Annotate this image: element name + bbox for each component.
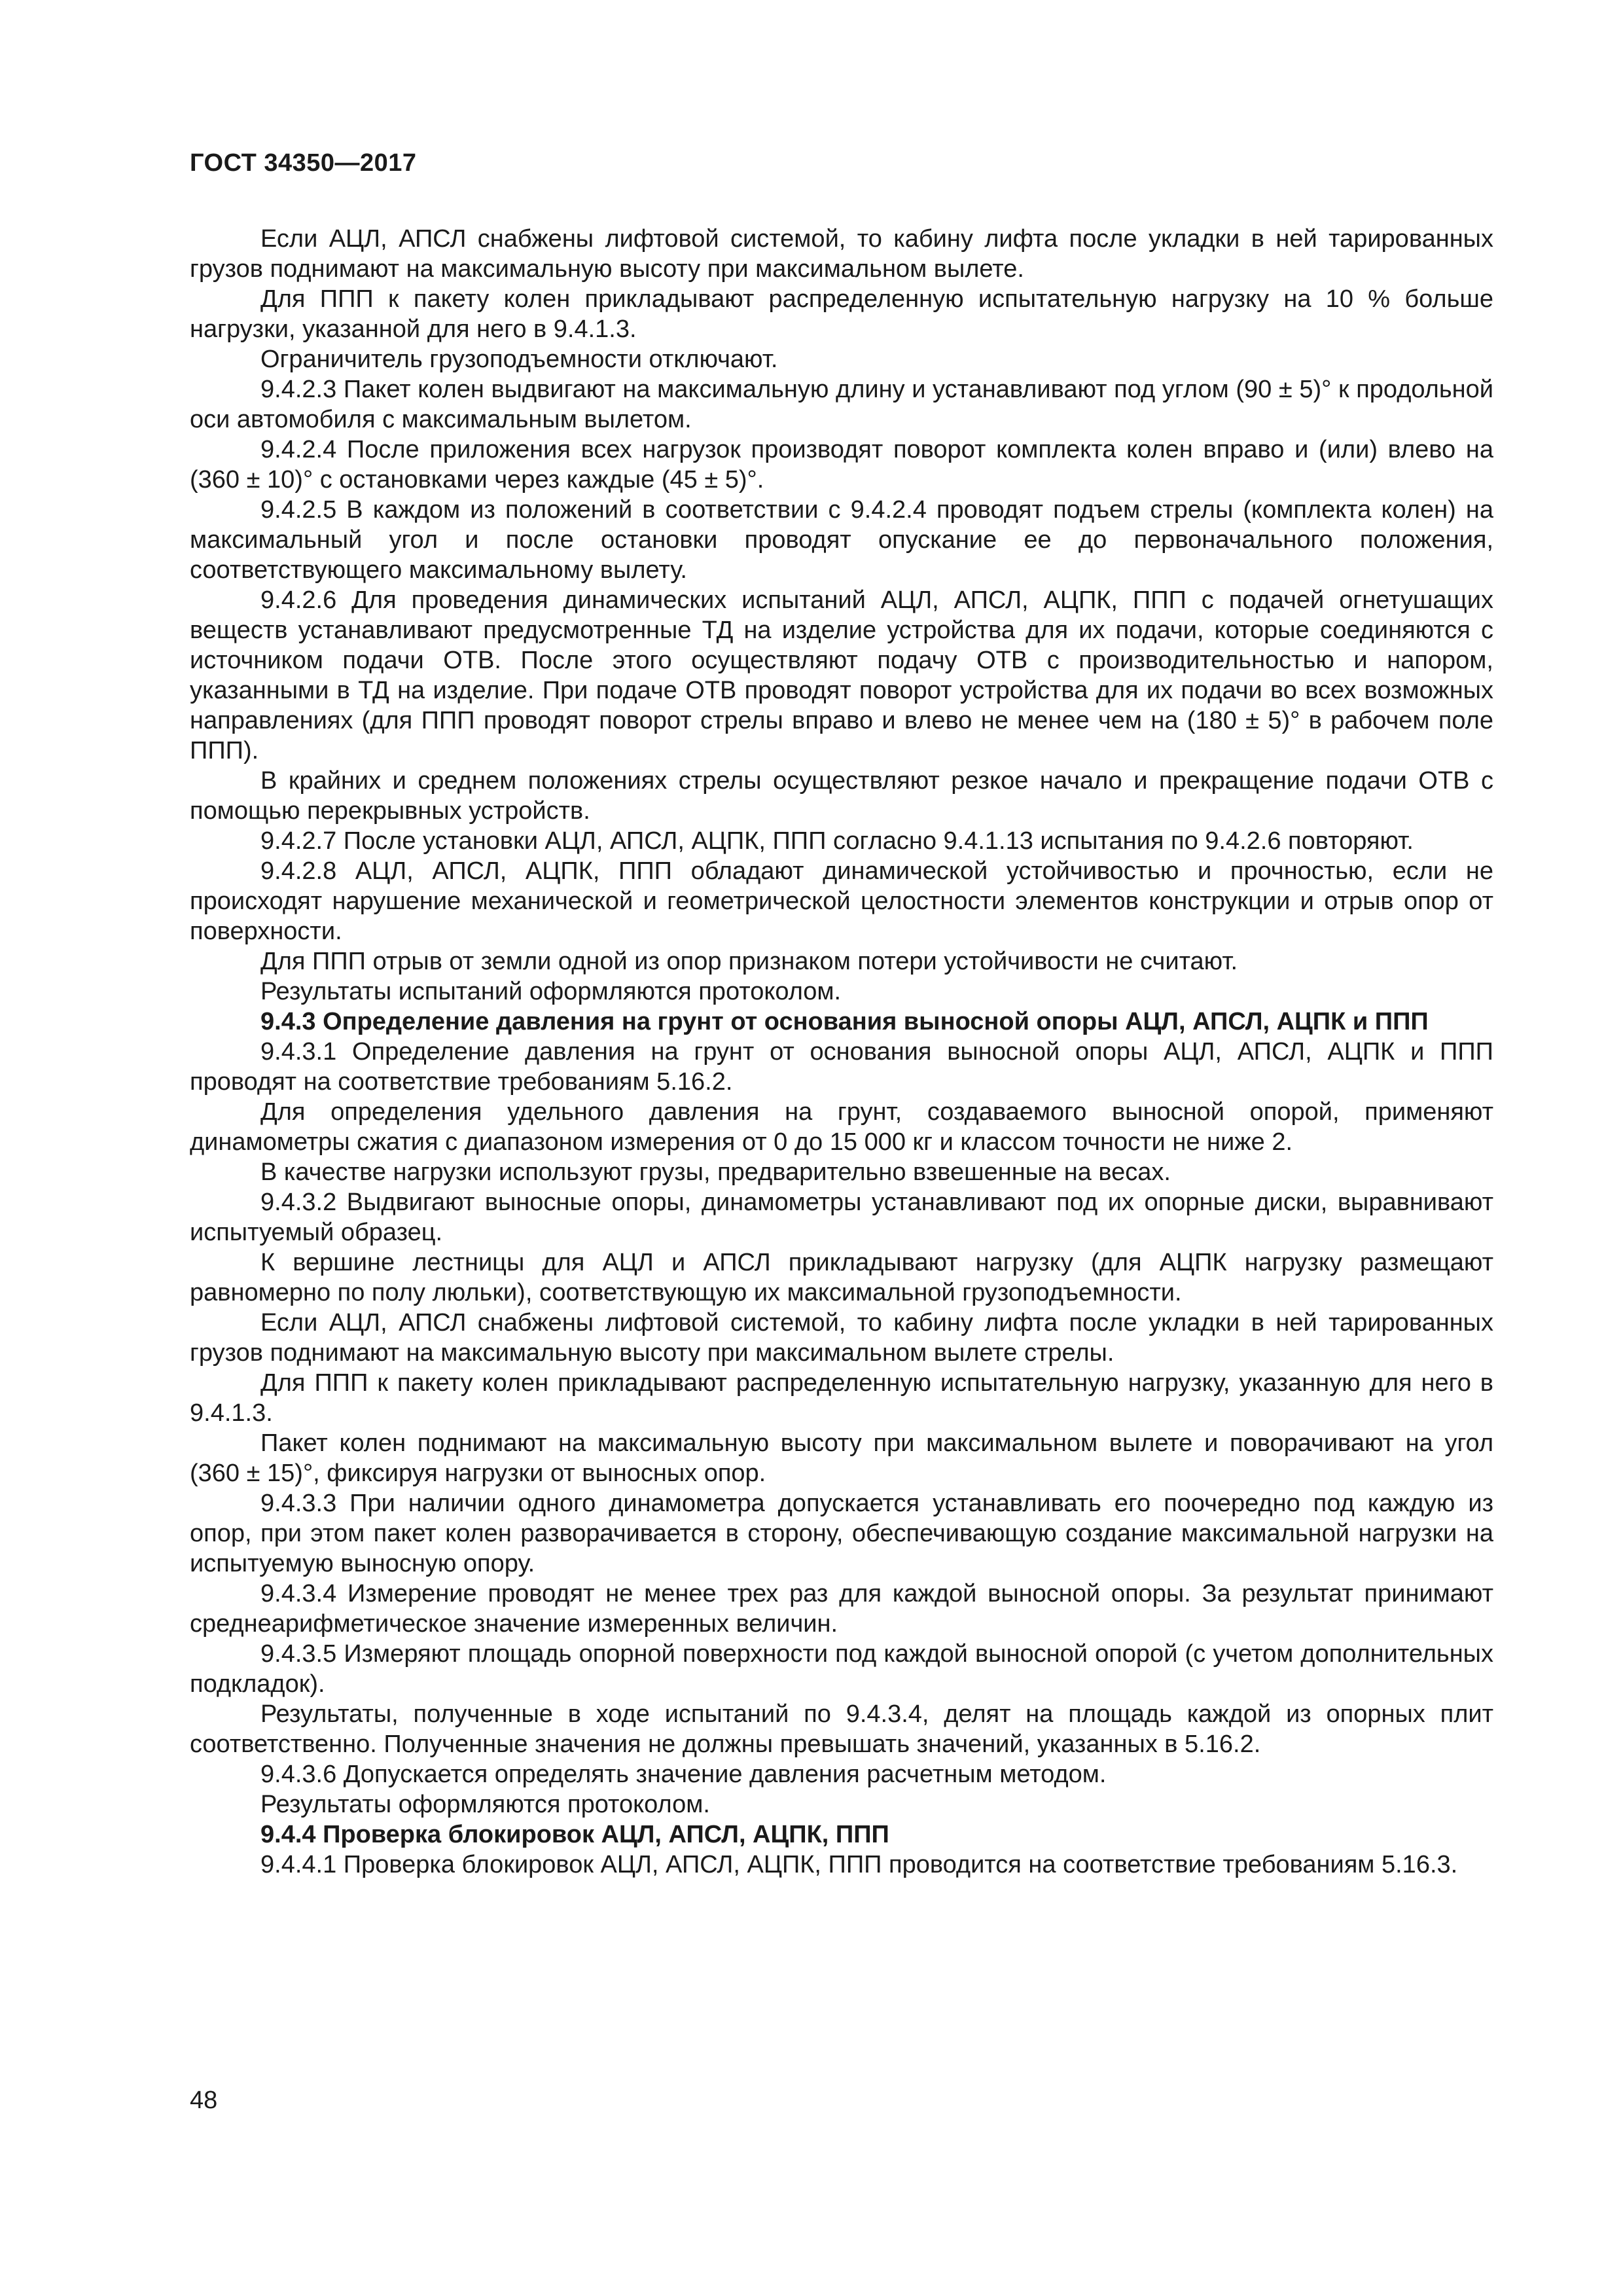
paragraph: Ограничитель грузоподъемности отключают. [260, 346, 778, 373]
paragraph: Если АЦЛ, АПСЛ снабжены лифтовой системой, то кабину лифта после укладки в ней тарированных грузов поднимают на максимальную высоту при максимальном вылете. [190, 225, 1493, 283]
paragraph: Результаты, полученные в ходе испытаний по 9.4.3.4, делят на площадь каждой из опорных плит соответственно. Полученные значения не должны превышать значений, указанных в 5.16.2. [190, 1700, 1493, 1758]
paragraph: 9.4.4.1 Проверка блокировок АЦЛ, АПСЛ, АЦПК, ППП проводится на соответствие требованиям 5.16.3. [260, 1851, 1458, 1878]
document-header: ГОСТ 34350—2017 [190, 149, 417, 177]
paragraph: Результаты оформляются протоколом. [260, 1791, 710, 1818]
paragraph: 9.4.2.7 После установки АЦЛ, АПСЛ, АЦПК, ППП согласно 9.4.1.13 испытания по 9.4.2.6 повторяют. [260, 827, 1414, 855]
paragraph: 9.4.2.6 Для проведения динамических испытаний АЦЛ, АПСЛ, АЦПК, ППП с подачей огнетушащих веществ устанавливают предусмотренные ТД на изделие устройства для их подачи, которые соединяются с источником подачи ОТВ. После этого осуществляют подачу ОТВ с производительностью и напором, указанными в ТД на изделие. При подаче ОТВ проводят поворот устройства для их подачи во всех возможных направлениях (для ППП проводят поворот стрелы вправо и влево не менее чем на (180 ± 5)° в рабочем поле ППП). [190, 586, 1493, 764]
paragraph: Для ППП к пакету колен прикладывают распределенную испытательную нагрузку, указанную для него в 9.4.1.3. [190, 1369, 1493, 1427]
section-heading: 9.4.3 Определение давления на грунт от основания выносной опоры АЦЛ, АПСЛ, АЦПК и ППП [260, 1008, 1429, 1035]
paragraph: В качестве нагрузки используют грузы, предварительно взвешенные на весах. [260, 1158, 1171, 1186]
paragraph: 9.4.3.4 Измерение проводят не менее трех раз для каждой выносной опоры. За результат принимают среднеарифметическое значение измеренных величин. [190, 1580, 1493, 1638]
paragraph: 9.4.3.2 Выдвигают выносные опоры, динамометры устанавливают под их опорные диски, выравнивают испытуемый образец. [190, 1189, 1493, 1246]
section-heading: 9.4.4 Проверка блокировок АЦЛ, АПСЛ, АЦПК, ППП [260, 1821, 889, 1848]
document-body [190, 224, 1493, 1880]
paragraph: Если АЦЛ, АПСЛ снабжены лифтовой системой, то кабину лифта после укладки в ней тарированных грузов поднимают на максимальную высоту при максимальном вылете стрелы. [190, 1309, 1493, 1367]
paragraph: 9.4.3.6 Допускается определять значение давления расчетным методом. [260, 1761, 1107, 1788]
paragraph: 9.4.2.4 После приложения всех нагрузок производят поворот комплекта колен вправо и (или) влево на (360 ± 10)° с остановками через каждые (45 ± 5)°. [190, 436, 1493, 493]
paragraph: 9.4.2.3 Пакет колен выдвигают на максимальную длину и устанавливают под углом (90 ± 5)° к продольной оси автомобиля с максимальным вылетом. [190, 376, 1493, 433]
paragraph: 9.4.2.5 В каждом из положений в соответствии с 9.4.2.4 проводят подъем стрелы (комплекта колен) на максимальный угол и после остановки проводят опускание ее до первоначального положения, соответствующего максимальному вылету. [190, 496, 1493, 584]
paragraph: Результаты испытаний оформляются протоколом. [260, 978, 842, 1005]
paragraph: Пакет колен поднимают на максимальную высоту при максимальном вылете и поворачивают на угол (360 ± 15)°, фиксируя нагрузки от выносных опор. [190, 1429, 1493, 1487]
paragraph: К вершине лестницы для АЦЛ и АПСЛ прикладывают нагрузку (для АЦПК нагрузку размещают равномерно по полу люльки), соответствующую их максимальной грузоподъемности. [190, 1249, 1493, 1306]
paragraph: Для ППП к пакету колен прикладывают распределенную испытательную нагрузку на 10 % больше нагрузки, указанной для него в 9.4.1.3. [190, 285, 1493, 343]
paragraph: 9.4.3.1 Определение давления на грунт от основания выносной опоры АЦЛ, АПСЛ, АЦПК и ППП проводят на соответствие требованиям 5.16.2. [190, 1038, 1493, 1096]
paragraph: 9.4.3.3 При наличии одного динамометра допускается устанавливать его поочередно под каждую из опор, при этом пакет колен разворачивается в сторону, обеспечивающую создание максимальной нагрузки на испытуемую выносную опору. [190, 1490, 1493, 1577]
page-number: 48 [190, 2087, 218, 2114]
paragraph: 9.4.3.5 Измеряют площадь опорной поверхности под каждой выносной опорой (с учетом дополнительных подкладок). [190, 1640, 1493, 1698]
paragraph: Для определения удельного давления на грунт, создаваемого выносной опорой, применяют динамометры сжатия с диапазоном измерения от 0 до 15 000 кг и классом точности не ниже 2. [190, 1098, 1493, 1156]
paragraph: В крайних и среднем положениях стрелы осуществляют резкое начало и прекращение подачи ОТВ с помощью перекрывных устройств. [190, 767, 1493, 825]
paragraph: Для ППП отрыв от земли одной из опор признаком потери устойчивости не считают. [260, 948, 1238, 975]
paragraph: 9.4.2.8 АЦЛ, АПСЛ, АЦПК, ППП обладают динамической устойчивостью и прочностью, если не происходят нарушение механической и геометрической целостности элементов конструкции и отрыв опор от поверхности. [190, 857, 1493, 945]
